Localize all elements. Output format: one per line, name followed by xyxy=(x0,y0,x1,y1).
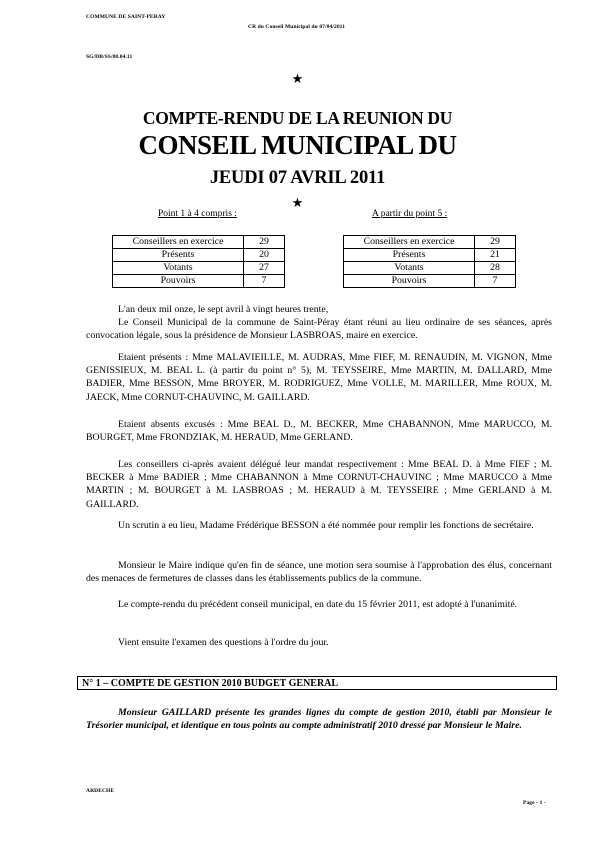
present-members-paragraph: Etaient présents : Mme MALAVIEILLE, M. AUDRAS, Mme FIEF, M. RENAUDIN, M. VIGNON, Mme GENISSIEUX, M. BEAL L. (à partir du point n° 5), M. TEYSSEIRE, Mme MARTIN, M. DALLARD, Mme BADIER, Mme BESSON, Mme BROYER, M. RODRIGUEZ, Mme VOLLE, M. MARILLER, Mme ROUX, M. JAECK, Mme CORNUT-CHAUVINC, M. GAILLARD. xyxy=(86,352,552,403)
title-line-3: JEUDI 07 AVRIL 2011 xyxy=(209,168,386,188)
table-cell-value: 28 xyxy=(475,262,516,275)
table-row xyxy=(344,275,516,288)
page-number: Page - 1 - xyxy=(523,800,546,806)
proxies-paragraph: Les conseillers ci-après avaient délégué leur mandat respectivement : Mme BEAL D. à Mme FIEF ; M. BECKER à Mme BADIER ; Mme CHABANNON à Mme CORNUT-CHAUVINC ; Mme MARUCCO à Mme MARTIN ; M. BOURGET à M. LASBROAS ; M. HERAUD à M. TEYSSEIRE ; Mme GERLAND à M. GAILLARD. xyxy=(86,459,552,510)
table-cell-label: Conseillers en exercice xyxy=(344,236,475,249)
agenda-paragraph: Vient ensuite l'examen des questions à l'ordre du jour. xyxy=(118,637,329,648)
table-row xyxy=(344,236,516,249)
motion-paragraph: Monsieur le Maire indique qu'en fin de séance, une motion sera soumise à l'approbation des élus, concernant des menaces de fermetures de classes dans les établissements publics de la commune. xyxy=(86,560,552,585)
table-row xyxy=(113,275,285,288)
table-cell-label: Conseillers en exercice xyxy=(113,236,244,249)
left-attendance-table xyxy=(112,235,285,288)
title-line-2: CONSEIL MUNICIPAL DU xyxy=(138,130,457,160)
right-table-caption: A partir du point 5 : xyxy=(372,209,448,219)
table-row xyxy=(113,262,285,275)
table-cell-value: 27 xyxy=(244,262,285,275)
table-cell-label: Présents xyxy=(344,249,475,262)
star-icon: ★ xyxy=(291,71,304,86)
convocation-paragraph: Le Conseil Municipal de la commune de Saint-Péray étant réuni au lieu ordinaire de ses séances, après convocation légale, sous la présidence de Monsieur LASBROAS, maire en exercice. xyxy=(86,317,552,342)
table-cell-label: Pouvoirs xyxy=(113,275,244,288)
table-cell-value: 7 xyxy=(244,275,285,288)
title-line-1: COMPTE-RENDU DE LA REUNION DU xyxy=(142,108,453,128)
cr-header-label: CR du Conseil Municipal du 07/04/2011 xyxy=(248,24,346,30)
secretary-paragraph: Un scrutin a eu lieu, Madame Frédérique BESSON a été nommée pour remplir les fonctions de secrétaire. xyxy=(118,520,534,531)
table-row xyxy=(344,262,516,275)
table-cell-label: Votants xyxy=(113,262,244,275)
table-cell-label: Votants xyxy=(344,262,475,275)
table-row xyxy=(113,249,285,262)
section-heading: N° 1 – COMPTE DE GESTION 2010 BUDGET GENERAL xyxy=(77,676,557,690)
absent-members-paragraph: Etaient absents excusés : Mme BEAL D., M. BECKER, Mme CHABANNON, Mme MARUCCO, M. BOURGET, Mme FRONDZIAK, M. HERAUD, Mme GERLAND. xyxy=(86,419,552,444)
star-icon: ★ xyxy=(291,195,304,210)
commune-header: COMMUNE DE SAINT-PERAY xyxy=(86,14,166,20)
table-cell-value: 20 xyxy=(244,249,285,262)
table-row xyxy=(113,236,285,249)
section-text: Monsieur GAILLARD présente les grandes lignes du compte de gestion 2010, établi par Monsieur le Trésorier municipal, et identique en tous points au compte administratif 2010 dressé par Monsieur le Maire. xyxy=(86,707,552,732)
right-attendance-table xyxy=(343,235,516,288)
table-cell-value: 29 xyxy=(475,236,516,249)
reference-code: SG/DB/SS/08.04.11 xyxy=(86,54,133,60)
opening-line: L'an deux mil onze, le sept avril à vingt heures trente, xyxy=(118,304,329,315)
table-cell-value: 7 xyxy=(475,275,516,288)
table-cell-value: 21 xyxy=(475,249,516,262)
table-cell-label: Pouvoirs xyxy=(344,275,475,288)
left-table-caption: Point 1 à 4 compris : xyxy=(158,209,237,219)
table-row xyxy=(344,249,516,262)
minutes-adoption-paragraph: Le compte-rendu du précédent conseil municipal, en date du 15 février 2011, est adopté à l'unanimité. xyxy=(118,599,518,610)
footer-department: ARDECHE xyxy=(86,788,115,794)
table-cell-value: 29 xyxy=(244,236,285,249)
table-cell-label: Présents xyxy=(113,249,244,262)
